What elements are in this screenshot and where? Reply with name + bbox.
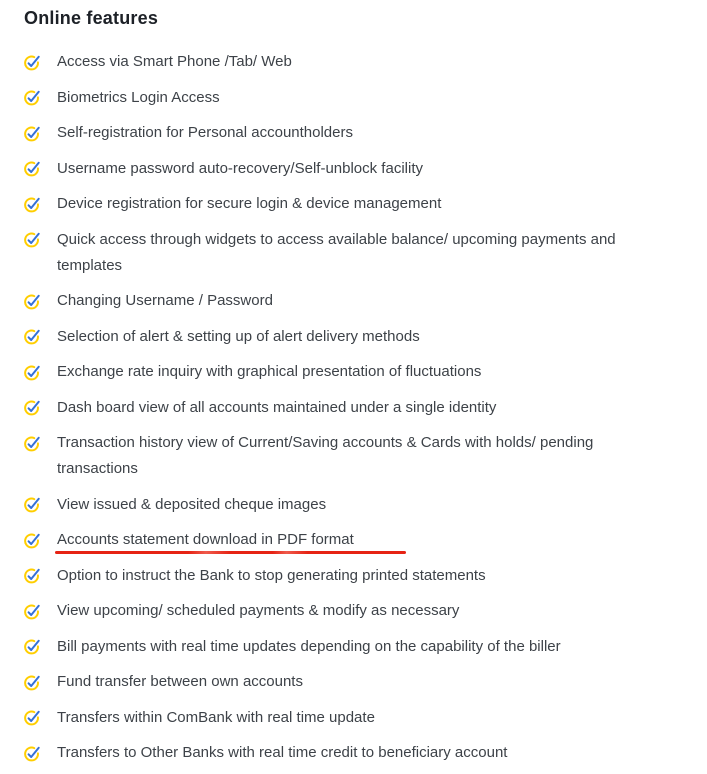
list-item-label: Selection of alert & setting up of alert delivery methods — [57, 327, 420, 345]
list-item-label: Changing Username / Password — [57, 292, 273, 309]
list-item — [24, 492, 681, 518]
list-item-label: Transfers within ComBank with real time update — [57, 708, 375, 726]
list-item — [24, 669, 681, 695]
list-item-label: Fund transfer between own accounts — [57, 673, 303, 690]
list-item — [24, 705, 681, 731]
check-circle-icon — [24, 435, 41, 452]
list-item-label: View issued & deposited cheque images — [57, 495, 327, 513]
check-circle-icon — [24, 745, 41, 762]
check-circle-icon — [24, 89, 41, 106]
list-item-label: Device registration for secure login & device management — [57, 195, 442, 212]
page-title: Online features — [24, 8, 159, 28]
list-item — [24, 527, 681, 553]
list-item-label: Access via Smart Phone /Tab/ Web — [57, 53, 292, 70]
check-circle-icon — [24, 293, 41, 310]
check-circle-icon — [24, 603, 41, 620]
list-item — [24, 359, 681, 385]
check-circle-icon — [24, 125, 41, 142]
list-item — [24, 395, 681, 421]
list-item — [24, 324, 681, 350]
check-circle-icon — [24, 54, 41, 71]
feature-list — [24, 49, 681, 766]
check-circle-icon — [24, 399, 41, 416]
list-item — [24, 740, 681, 766]
list-item — [24, 156, 681, 182]
check-circle-icon — [24, 160, 41, 177]
check-circle-icon — [24, 567, 41, 584]
list-item-label: Accounts statement download in PDF format — [57, 527, 354, 553]
check-circle-icon — [24, 709, 41, 726]
check-circle-icon — [24, 638, 41, 655]
red-underline-annotation — [55, 551, 406, 554]
list-item-label: Transfers to Other Banks with real time credit to beneficiary account — [57, 744, 508, 761]
list-item — [24, 634, 681, 660]
check-circle-icon — [24, 532, 41, 549]
list-item — [24, 227, 681, 279]
list-item — [24, 598, 681, 624]
check-circle-icon — [24, 674, 41, 691]
check-circle-icon — [24, 328, 41, 345]
list-item-label: Biometrics Login Access — [57, 88, 220, 106]
list-item-label: Username password auto-recovery/Self-unblock facility — [57, 159, 423, 177]
list-item — [24, 288, 681, 314]
list-item — [24, 120, 681, 146]
list-item — [24, 430, 681, 482]
list-item — [24, 563, 681, 589]
list-item-label: Bill payments with real time updates depending on the capability of the biller — [57, 637, 561, 655]
list-item — [24, 191, 681, 217]
list-item-label: Transaction history view of Current/Saving accounts & Cards with holds/ pending transactions — [57, 434, 594, 477]
list-item-label: View upcoming/ scheduled payments & modify as necessary — [57, 602, 460, 619]
list-item — [24, 85, 681, 111]
list-item-label: Exchange rate inquiry with graphical presentation of fluctuations — [57, 363, 482, 380]
list-item-label: Option to instruct the Bank to stop generating printed statements — [57, 566, 486, 584]
list-item-label: Quick access through widgets to access available balance/ upcoming payments and templates — [57, 230, 616, 274]
check-circle-icon — [24, 196, 41, 213]
check-circle-icon — [24, 231, 41, 248]
list-item-label: Self-registration for Personal accountholders — [57, 124, 353, 141]
list-item-label: Dash board view of all accounts maintained under a single identity — [57, 398, 497, 416]
check-circle-icon — [24, 364, 41, 381]
list-item — [24, 49, 681, 75]
check-circle-icon — [24, 496, 41, 513]
